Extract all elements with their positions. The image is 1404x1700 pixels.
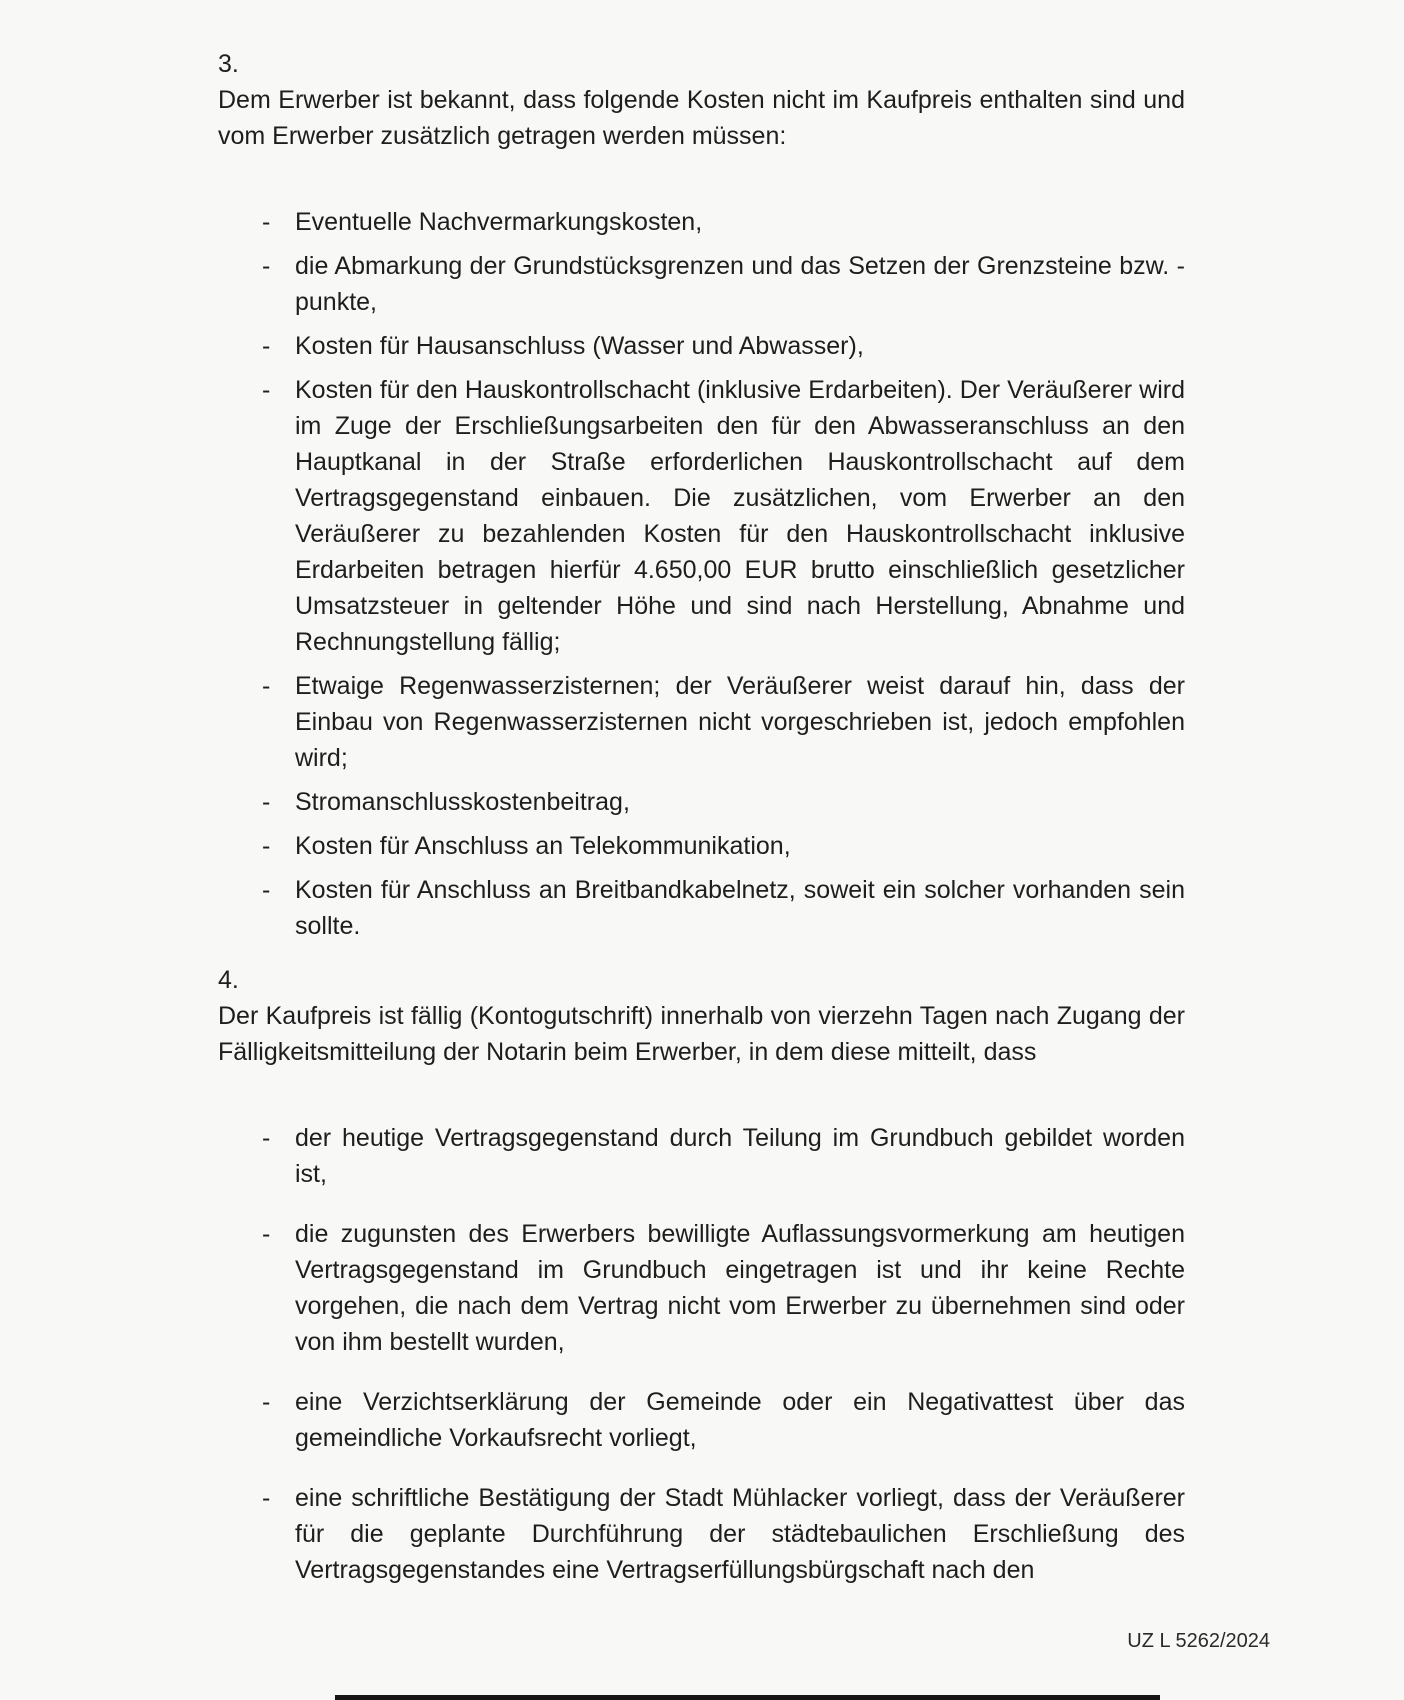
section-4-intro: Der Kaufpreis ist fällig (Kontogutschrift) innerhalb von vierzehn Tagen nach Zugang der Fälligkeitsmitteilung der Notarin beim Erwerber, in dem diese mitteilt, dass bbox=[218, 1002, 1185, 1066]
section-3-number: 3. bbox=[218, 50, 239, 78]
section-4-number: 4. bbox=[218, 966, 239, 994]
list-item bbox=[218, 1384, 1185, 1456]
list-item bbox=[218, 1480, 1185, 1588]
list-item-text: die Abmarkung der Grundstücksgrenzen und das Setzen der Grenzsteine bzw. -punkte, bbox=[295, 252, 1185, 316]
list-item-text: Eventuelle Nachvermarkungskosten, bbox=[295, 208, 703, 236]
list-item bbox=[218, 372, 1185, 660]
document-reference-number: UZ L 5262/2024 bbox=[1127, 1630, 1270, 1652]
section-3-list bbox=[218, 204, 1185, 944]
bullet-dash-icon: - bbox=[262, 876, 271, 904]
bullet-dash-icon: - bbox=[262, 1388, 271, 1416]
list-item bbox=[218, 328, 1185, 364]
list-item-text: Etwaige Regenwasserzisternen; der Veräußerer weist darauf hin, dass der Einbau von Regenwasserzisternen nicht vorgeschrieben ist, jedoch empfohlen wird; bbox=[295, 672, 1185, 772]
list-item bbox=[218, 668, 1185, 776]
list-item bbox=[218, 872, 1185, 944]
list-item-text: Stromanschlusskostenbeitrag, bbox=[295, 788, 630, 816]
bullet-dash-icon: - bbox=[262, 252, 271, 280]
list-item-text: Kosten für Hausanschluss (Wasser und Abwasser), bbox=[295, 332, 864, 360]
list-item-text: Kosten für Anschluss an Telekommunikation, bbox=[295, 832, 791, 860]
bullet-dash-icon: - bbox=[262, 332, 271, 360]
bullet-dash-icon: - bbox=[262, 1484, 271, 1512]
list-item-text: Kosten für den Hauskontrollschacht (inklusive Erdarbeiten). Der Veräußerer wird im Zuge der Erschließungsarbeiten den für den Abwasseranschluss an den Hauptkanal in der Straße erforderlichen Hauskontrollschacht auf dem Vertragsgegenstand einbauen. Die zusätzlichen, vom Erwerber an den Veräußerer zu bezahlenden Kosten für den Hauskontrollschacht inklusive Erdarbeiten betragen hierfür 4.650,00 EUR brutto einschließlich gesetzlicher Umsatzsteuer in geltender Höhe und sind nach Herstellung, Abnahme und Rechnungstellung fällig; bbox=[295, 376, 1185, 656]
list-item-text: der heutige Vertragsgegenstand durch Teilung im Grundbuch gebildet worden ist, bbox=[295, 1124, 1185, 1188]
list-item bbox=[218, 204, 1185, 240]
bullet-dash-icon: - bbox=[262, 788, 271, 816]
section-4-list bbox=[218, 1120, 1185, 1588]
scan-edge-line bbox=[335, 1695, 1160, 1700]
list-item bbox=[218, 248, 1185, 320]
list-item bbox=[218, 828, 1185, 864]
bullet-dash-icon: - bbox=[262, 672, 271, 700]
bullet-dash-icon: - bbox=[262, 208, 271, 236]
list-item bbox=[218, 1120, 1185, 1192]
list-item-text: eine schriftliche Bestätigung der Stadt Mühlacker vorliegt, dass der Veräußerer für die geplante Durchführung der städtebaulichen Erschließung des Vertragsgegenstandes eine Vertragserfüllungsbürgschaft nach den bbox=[295, 1484, 1185, 1584]
section-3-intro: Dem Erwerber ist bekannt, dass folgende Kosten nicht im Kaufpreis enthalten sind und vom Erwerber zusätzlich getragen werden müssen: bbox=[218, 86, 1185, 150]
list-item-text: eine Verzichtserklärung der Gemeinde oder ein Negativattest über das gemeindliche Vorkaufsrecht vorliegt, bbox=[295, 1388, 1185, 1452]
document-body bbox=[218, 46, 1185, 1588]
list-item-text: Kosten für Anschluss an Breitbandkabelnetz, soweit ein solcher vorhanden sein sollte. bbox=[295, 876, 1185, 940]
bullet-dash-icon: - bbox=[262, 832, 271, 860]
bullet-dash-icon: - bbox=[262, 1220, 271, 1248]
list-item bbox=[218, 784, 1185, 820]
bullet-dash-icon: - bbox=[262, 1124, 271, 1152]
list-item-text: die zugunsten des Erwerbers bewilligte Auflassungsvormerkung am heutigen Vertragsgegenstand im Grundbuch eingetragen ist und ihr keine Rechte vorgehen, die nach dem Vertrag nicht vom Erwerber zu übernehmen sind oder von ihm bestellt wurden, bbox=[295, 1220, 1185, 1356]
list-item bbox=[218, 1216, 1185, 1360]
bullet-dash-icon: - bbox=[262, 376, 271, 404]
